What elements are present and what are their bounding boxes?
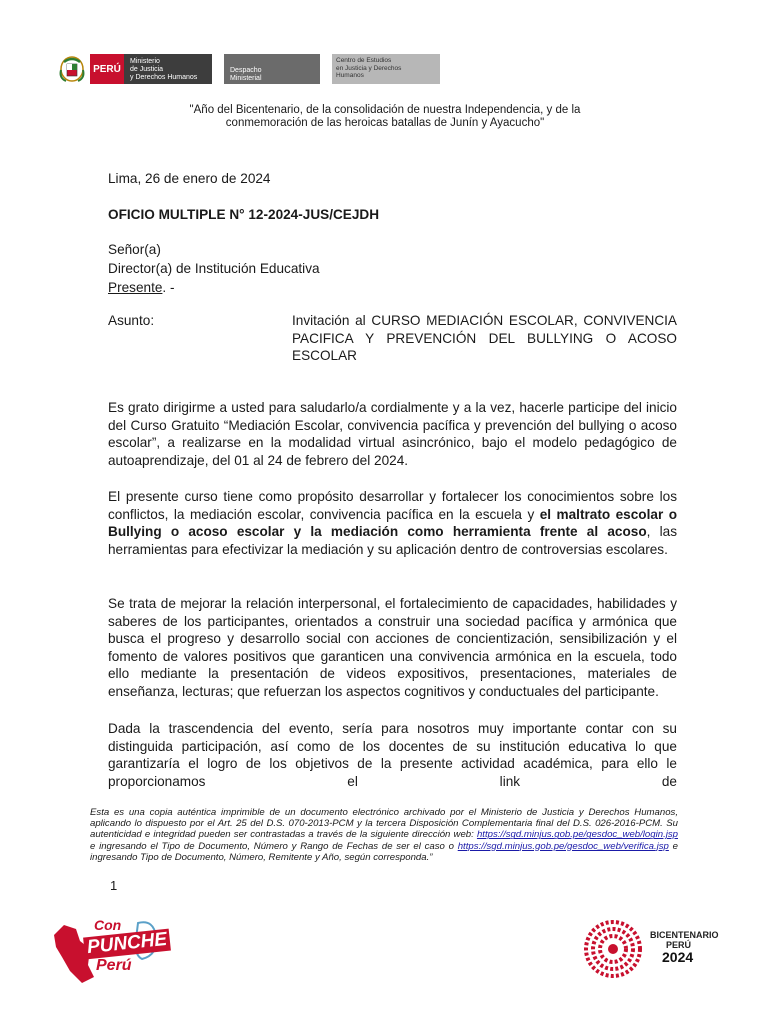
paragraph-objectives: Se trata de mejorar la relación interpersonal, el fortalecimiento de capacidades, habilidades y saberes de los participantes, orientados a construir una sociedad pacífica y armónica que busca el progreso y desarrollo social con acciones de concientización, sensibilización y el fomento de valores positivos que garanticen una convivencia armónica en la escuela, todo ello mediante la presentación de videos expositivos, presentaciones, materiales de enseñanza, lecturas; que refuerzan los aspectos cognitivos y conductuales del participante. xyxy=(108,596,677,699)
subject-label: Asunto: xyxy=(108,313,155,328)
presente-suffix: . - xyxy=(162,280,175,295)
ministry-brand-block: Ministerio de Justicia y Derechos Humanos xyxy=(124,54,212,84)
note-text-2: e ingresando el Tipo de Documento, Número y Rango de Fechas de ser el caso o xyxy=(90,840,458,852)
place-date: Lima, 26 de enero de 2024 xyxy=(108,171,271,186)
con-punche-peru-logo xyxy=(50,915,169,987)
subject-text: Invitación al CURSO MEDIACIÓN ESCOLAR, CONVIVENCIA PACIFICA Y PREVENCIÓN DEL BULLYING O ACOSO ESCOLAR xyxy=(292,313,677,364)
peru-brand-block: PERÚ xyxy=(90,54,124,84)
document-number: OFICIO MULTIPLE N° 12-2024-JUS/CEJDH xyxy=(108,207,380,222)
header-logos xyxy=(56,52,446,86)
bicentenario-logo xyxy=(582,918,722,980)
note-text-1: Esta es una copia auténtica imprimible de un documento electrónico archivado por el Ministerio de Justicia y Derechos Humanos, aplicando lo dispuesto por el Art. 25 del D.S. 070-2013-PCM y la tercera Disposición Complementaria final del D.S. 026-2016-PCM. Su autenticidad e integridad pueden ser contrastadas a través de la siguiente dirección web: xyxy=(90,807,678,841)
addressee-presente xyxy=(108,279,320,298)
bicentenario-label: BICENTENARIO xyxy=(650,930,719,940)
purpose-text-bold: el maltrato escolar o Bullying o acoso escolar y la mediación como herramienta frente al acoso xyxy=(108,506,677,540)
center-brand-block: Centro de Estudios en Justicia y Derechos Humanos xyxy=(332,54,440,84)
login-link[interactable]: https://sgd.minjus.gob.pe/gesdoc_web/login.jsp xyxy=(476,829,678,841)
verify-link[interactable]: https://sgd.minjus.gob.pe/gesdoc_web/verifica.jsp xyxy=(457,840,669,852)
office-brand-block: Despacho Ministerial xyxy=(224,54,320,84)
addressee-salutation: Señor(a) xyxy=(108,242,161,257)
bicentenario-peru-label: PERÚ xyxy=(666,940,692,950)
authenticity-note xyxy=(90,807,678,863)
addressee-block xyxy=(108,241,320,298)
purpose-text-end: , las herramientas para efectivizar la mediación y su aplicación dentro de controversias escolares. xyxy=(108,524,677,557)
paragraph-purpose xyxy=(108,488,677,558)
paragraph-intro: Es grato dirigirme a usted para saludarlo/a cordialmente y a la vez, hacerle participe del inicio del Curso Gratuito “Mediación Escolar, convivencia pacífica y prevención del bullying o acoso escolar”, a realizarse en la modalidad virtual asincrónico, bajo el modelo pedagógico de autoaprendizaje, del 01 al 24 de febrero del 2024. xyxy=(108,400,677,468)
year-motto: "Año del Bicentenario, de la consolidación de nuestra Independencia, y de la conmemoración de las heroicas batallas de Junín y Ayacucho" xyxy=(189,104,581,129)
note-text-3: e ingresando Tipo de Documento, Número, Remitente y Año, según corresponda.” xyxy=(90,840,678,863)
purpose-text-start: El presente curso tiene como propósito desarrollar y fortalecer los conocimientos sobre los conflictos, la mediación escolar, convivencia pacífica en la escuela y xyxy=(108,489,677,522)
bicentenario-year: 2024 xyxy=(662,949,694,965)
logo-con-text: Con xyxy=(94,917,122,933)
presente-label: Presente xyxy=(108,280,163,295)
bicentenario-emblem-icon xyxy=(582,918,644,980)
addressee-title: Director(a) de Institución Educativa xyxy=(108,261,320,276)
logo-punche-text: PUNCHE xyxy=(83,929,171,960)
page-number: 1 xyxy=(110,878,118,893)
logo-peru-text: Perú xyxy=(96,957,132,974)
coat-of-arms-icon xyxy=(56,52,88,84)
paragraph-closing: Dada la trascendencia del evento, sería para nosotros muy importante contar con su distinguida participación, así como de los docentes de su institución educativa lo que garantizaría el logro de los objetivos de la presente actividad académica, para ello le proporcionamos el link de xyxy=(108,721,677,789)
